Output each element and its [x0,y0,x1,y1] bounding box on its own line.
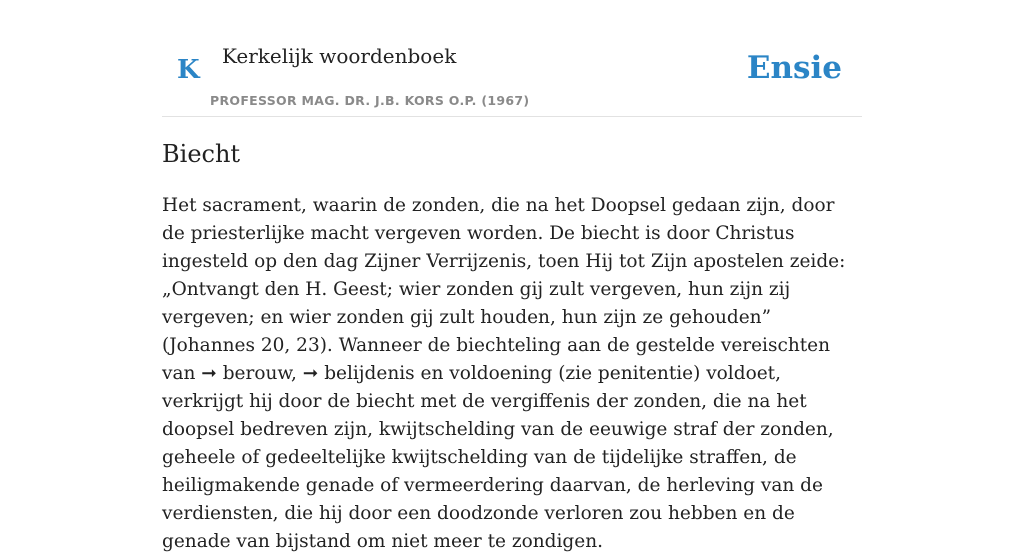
arrow-icon: ➞ [302,363,319,384]
ensie-logo[interactable]: Ensie [746,50,842,86]
entry-text: , [291,363,303,384]
header [162,0,862,117]
entry-text: belijdenis en voldoening (zie penitentie) voldoet, verkrijgt hij door de biecht met de vergiffenis der zonden, die na het doopsel bedreven zijn, kwijtschelding van de eeuwige straf der zonden, geheele of gedeeltelijke kwijtschelding van de tijdelijke straffen, de heiligmakende genade of vermeerdering daarvan, de herleving van de verdiensten, die hij door een doodzonde verloren zou hebben en de genade van bijstand om niet meer te zondigen. [162,363,834,552]
arrow-icon: ➞ [201,363,217,384]
link-berouw[interactable]: berouw [222,363,292,384]
book-logo[interactable]: K [177,55,200,85]
entry-text: Het sacrament, waarin de zonden, die na het Doopsel gedaan zijn, door de priesterlijke macht vergeven worden. De biecht is door Christus ingesteld op den dag Zijner Verrijzenis, toen Hij tot Zijn apostelen zeide: „Ontvangt den H. Geest; wier zonden gij zult vergeven, hun zijn zij vergeven; en wier zonden gij zult houden, hun zijn ze gehouden” (Johannes 20, 23). Wanneer de biechteling aan de gestelde vereischten van [162,195,846,384]
book-title[interactable]: Kerkelijk woordenboek [222,44,457,68]
entry-title: Biecht [162,140,241,168]
book-author: PROFESSOR MAG. DR. J.B. KORS O.P. (1967) [210,93,530,108]
entry-body [162,192,862,556]
